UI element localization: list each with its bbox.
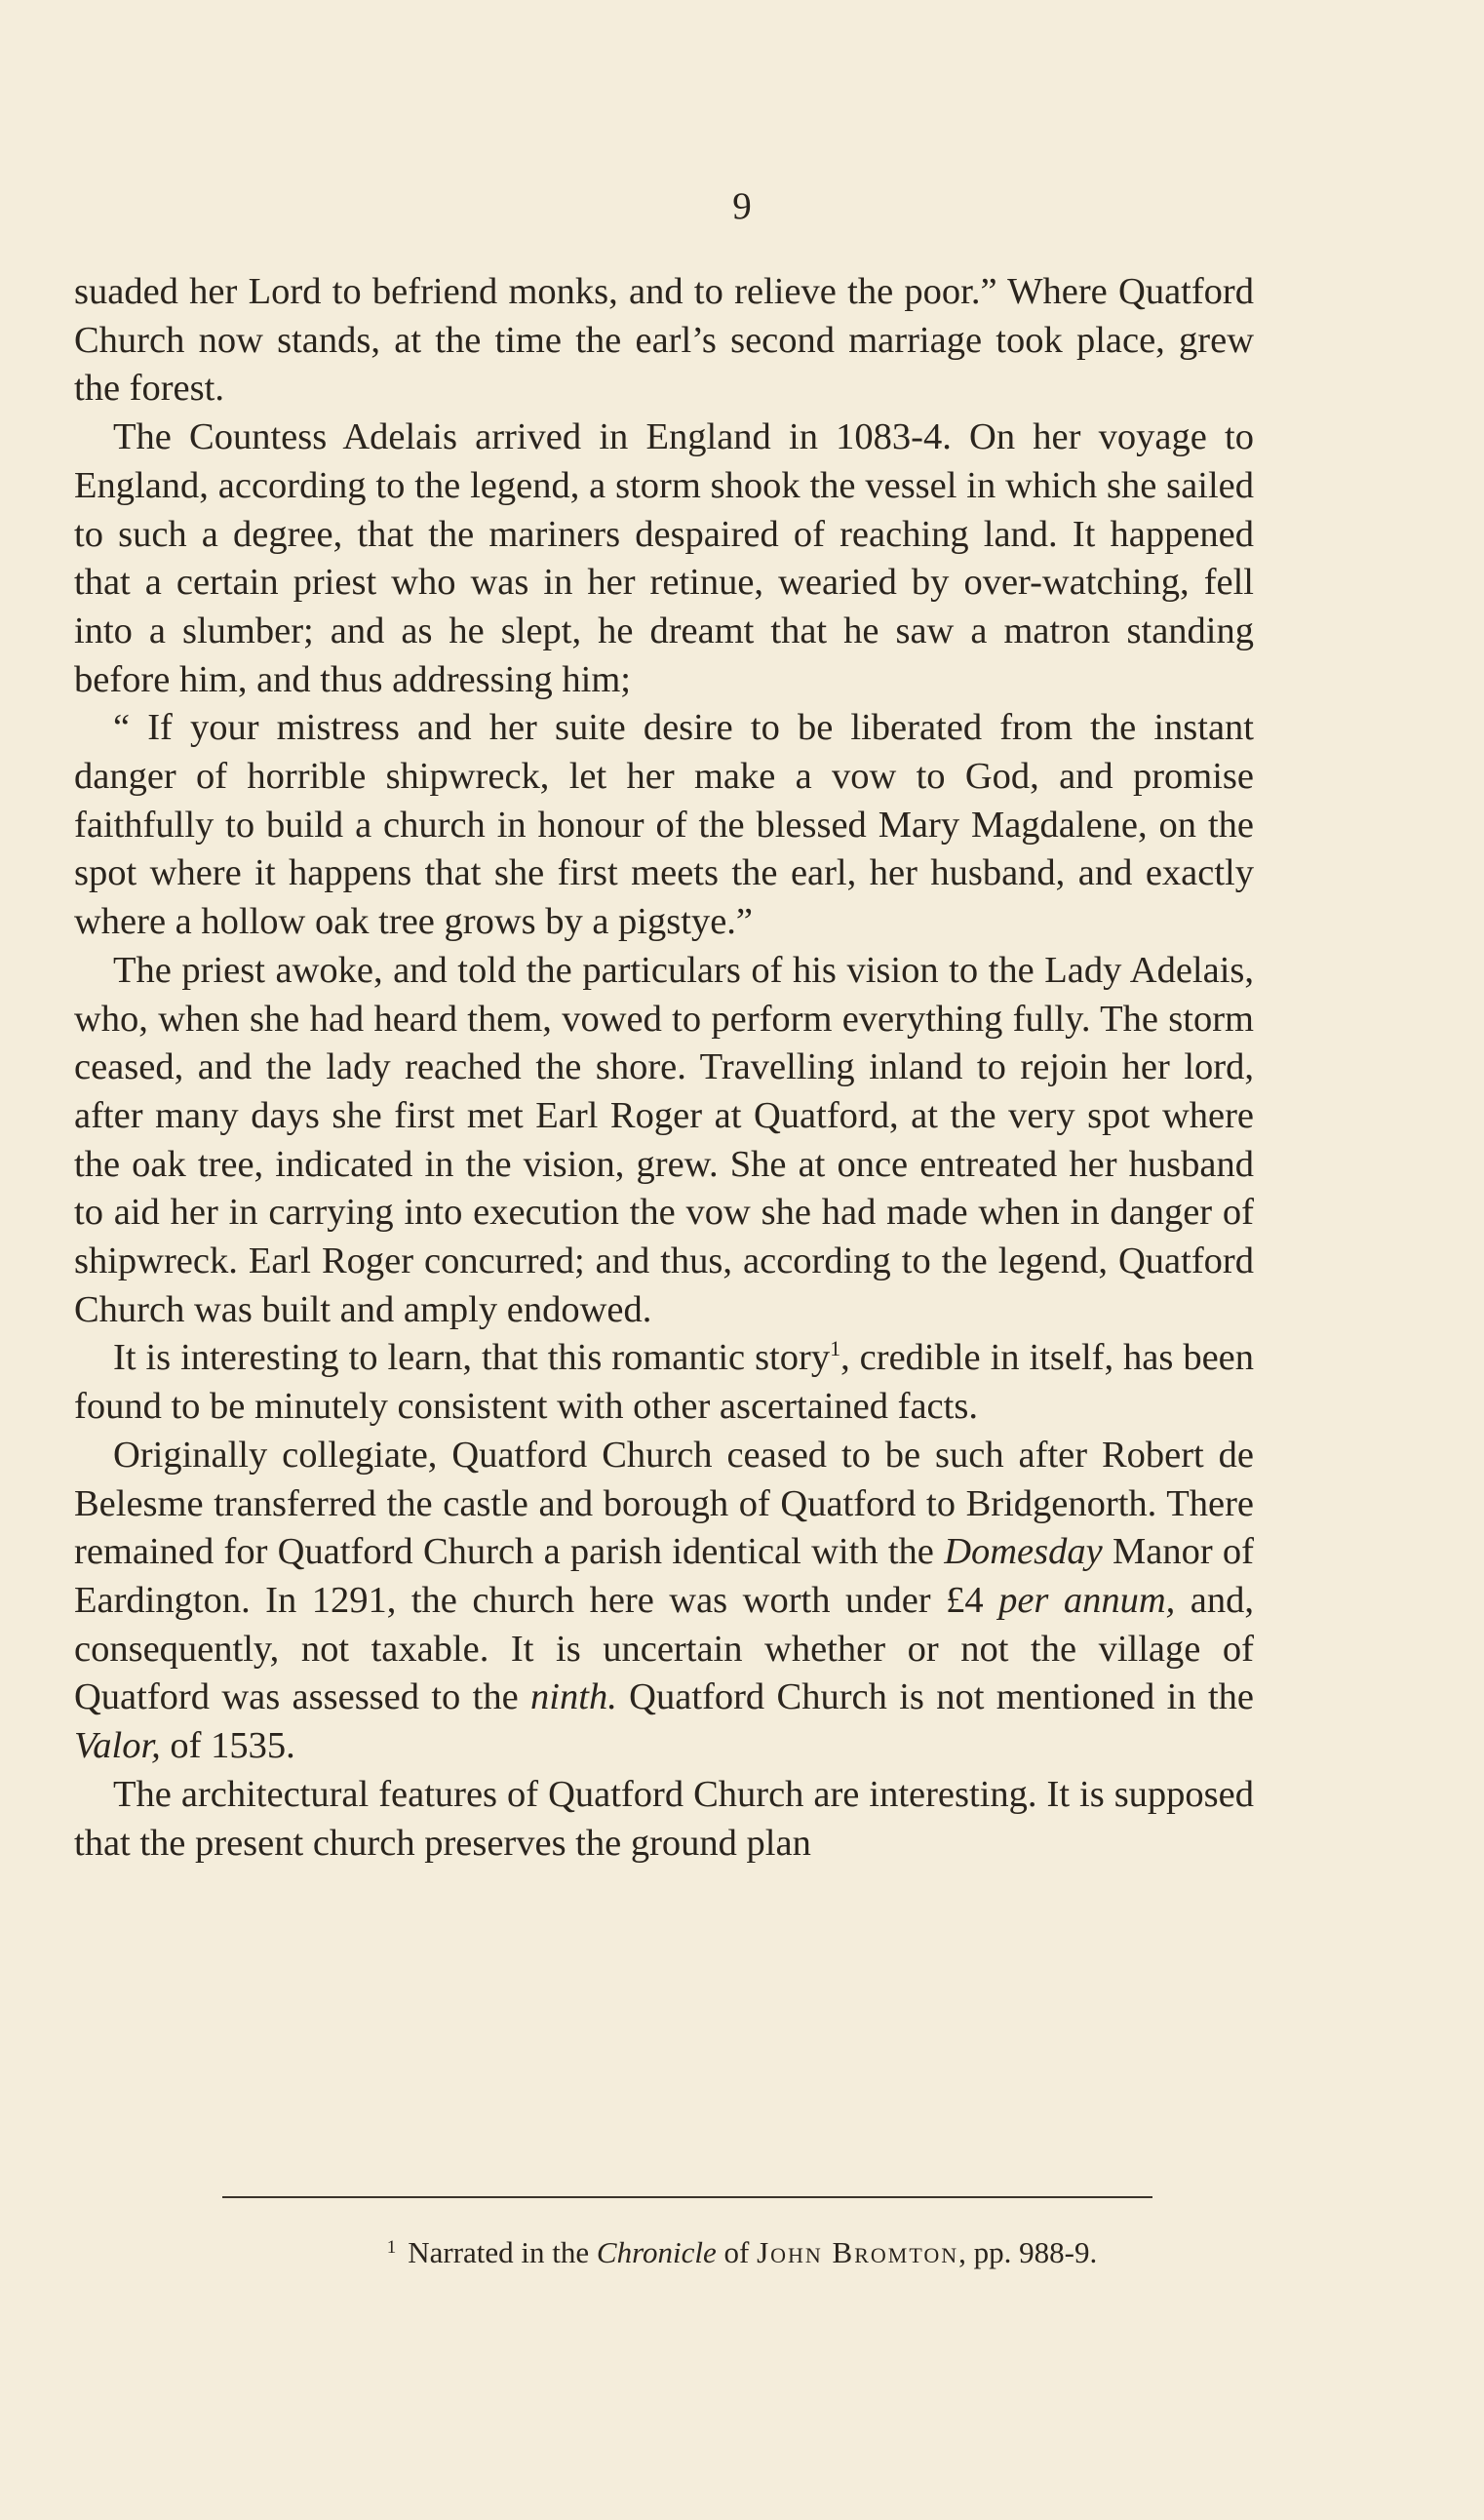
paragraph-5-text-b: , credible in itself, has been found to be minutely consistent with other ascertained facts.	[74, 1337, 1255, 1428]
body-text	[74, 268, 1254, 1868]
paragraph-6-text-b: Manor of Eardington. In 1291, the church here was worth under £4	[74, 1531, 1254, 1621]
footnote-text-b: of	[716, 2235, 758, 2269]
footnote-divider	[222, 2196, 1152, 2198]
paragraph-5	[74, 1334, 1254, 1431]
paragraph-6-text-a: Originally collegiate, Quatford Church ceased to be such after Robert de Belesme transferred the castle and borough of Quatford to Bridgenorth. There remained for Quatford Church a parish identical with the	[74, 1434, 1254, 1573]
paragraph-6	[74, 1432, 1254, 1771]
paragraph-6-text-e: of 1535.	[160, 1725, 295, 1767]
paragraph-7: The architectural features of Quatford Church are interesting. It is supposed that the present church preserves the ground plan	[74, 1773, 1254, 1864]
per-annum-italic: per annum,	[998, 1579, 1176, 1621]
page-number: 9	[732, 185, 752, 227]
valor-italic: Valor,	[74, 1725, 161, 1767]
paragraph-2: The Countess Adelais arrived in England in 1083-4. On her voyage to England, according to the legend, a storm shook the vessel in which she sailed to such a degree, that the mariners despaired of reaching land. It happened that a certain priest who was in her retinue, wearied by over-watching, fell into a slumber; and as he slept, he dreamt that he saw a matron standing before him, and thus addressing him;	[74, 416, 1254, 700]
paragraph-6-text-c: and, consequently, not taxable. It is uncertain whether or not the village of Quatford was assessed to the	[74, 1579, 1255, 1718]
paragraph-1: suaded her Lord to befriend monks, and to relieve the poor.” Where Quatford Church now stands, at the time the earl’s second marriage took place, grew the forest.	[74, 271, 1254, 410]
footnote	[0, 2228, 1484, 2272]
footnote-text-c: , pp. 988-9.	[958, 2235, 1098, 2269]
paragraph-3: “ If your mistress and her suite desire to be liberated from the instant danger of horrible shipwreck, let her make a vow to God, and promise faithfully to build a church in honour of the blessed Mary Magdalene, on the spot where it happens that she first meets the earl, her husband, and exactly where a hollow oak tree grows by a pigstye.”	[74, 707, 1254, 943]
footnote-chronicle-italic: Chronicle	[596, 2235, 717, 2269]
footnote-reference: 1	[830, 1336, 841, 1361]
paragraph-4: The priest awoke, and told the particulars of his vision to the Lady Adelais, who, when she had heard them, vowed to perform everything fully. The storm ceased, and the lady reached the shore. Travelling inland to rejoin her lord, after many days she first met Earl Roger at Quatford, at the very spot where the oak tree, indicated in the vision, grew. She at once entreated her husband to aid her in carrying into execution the vow she had made when in danger of shipwreck. Earl Roger concurred; and thus, according to the legend, Quatford Church was built and amply endowed.	[74, 949, 1254, 1330]
footnote-author: John Bromton	[757, 2235, 959, 2269]
footnote-mark: 1	[386, 2237, 397, 2258]
footnote-text-a: Narrated in the	[408, 2235, 597, 2269]
paragraph-5-text-a: It is interesting to learn, that this romantic story	[113, 1337, 831, 1379]
domesday-italic: Domesday	[944, 1531, 1103, 1573]
paragraph-6-text-d: Quatford Church is not mentioned in the	[616, 1676, 1254, 1718]
ninth-italic: ninth.	[530, 1676, 617, 1718]
